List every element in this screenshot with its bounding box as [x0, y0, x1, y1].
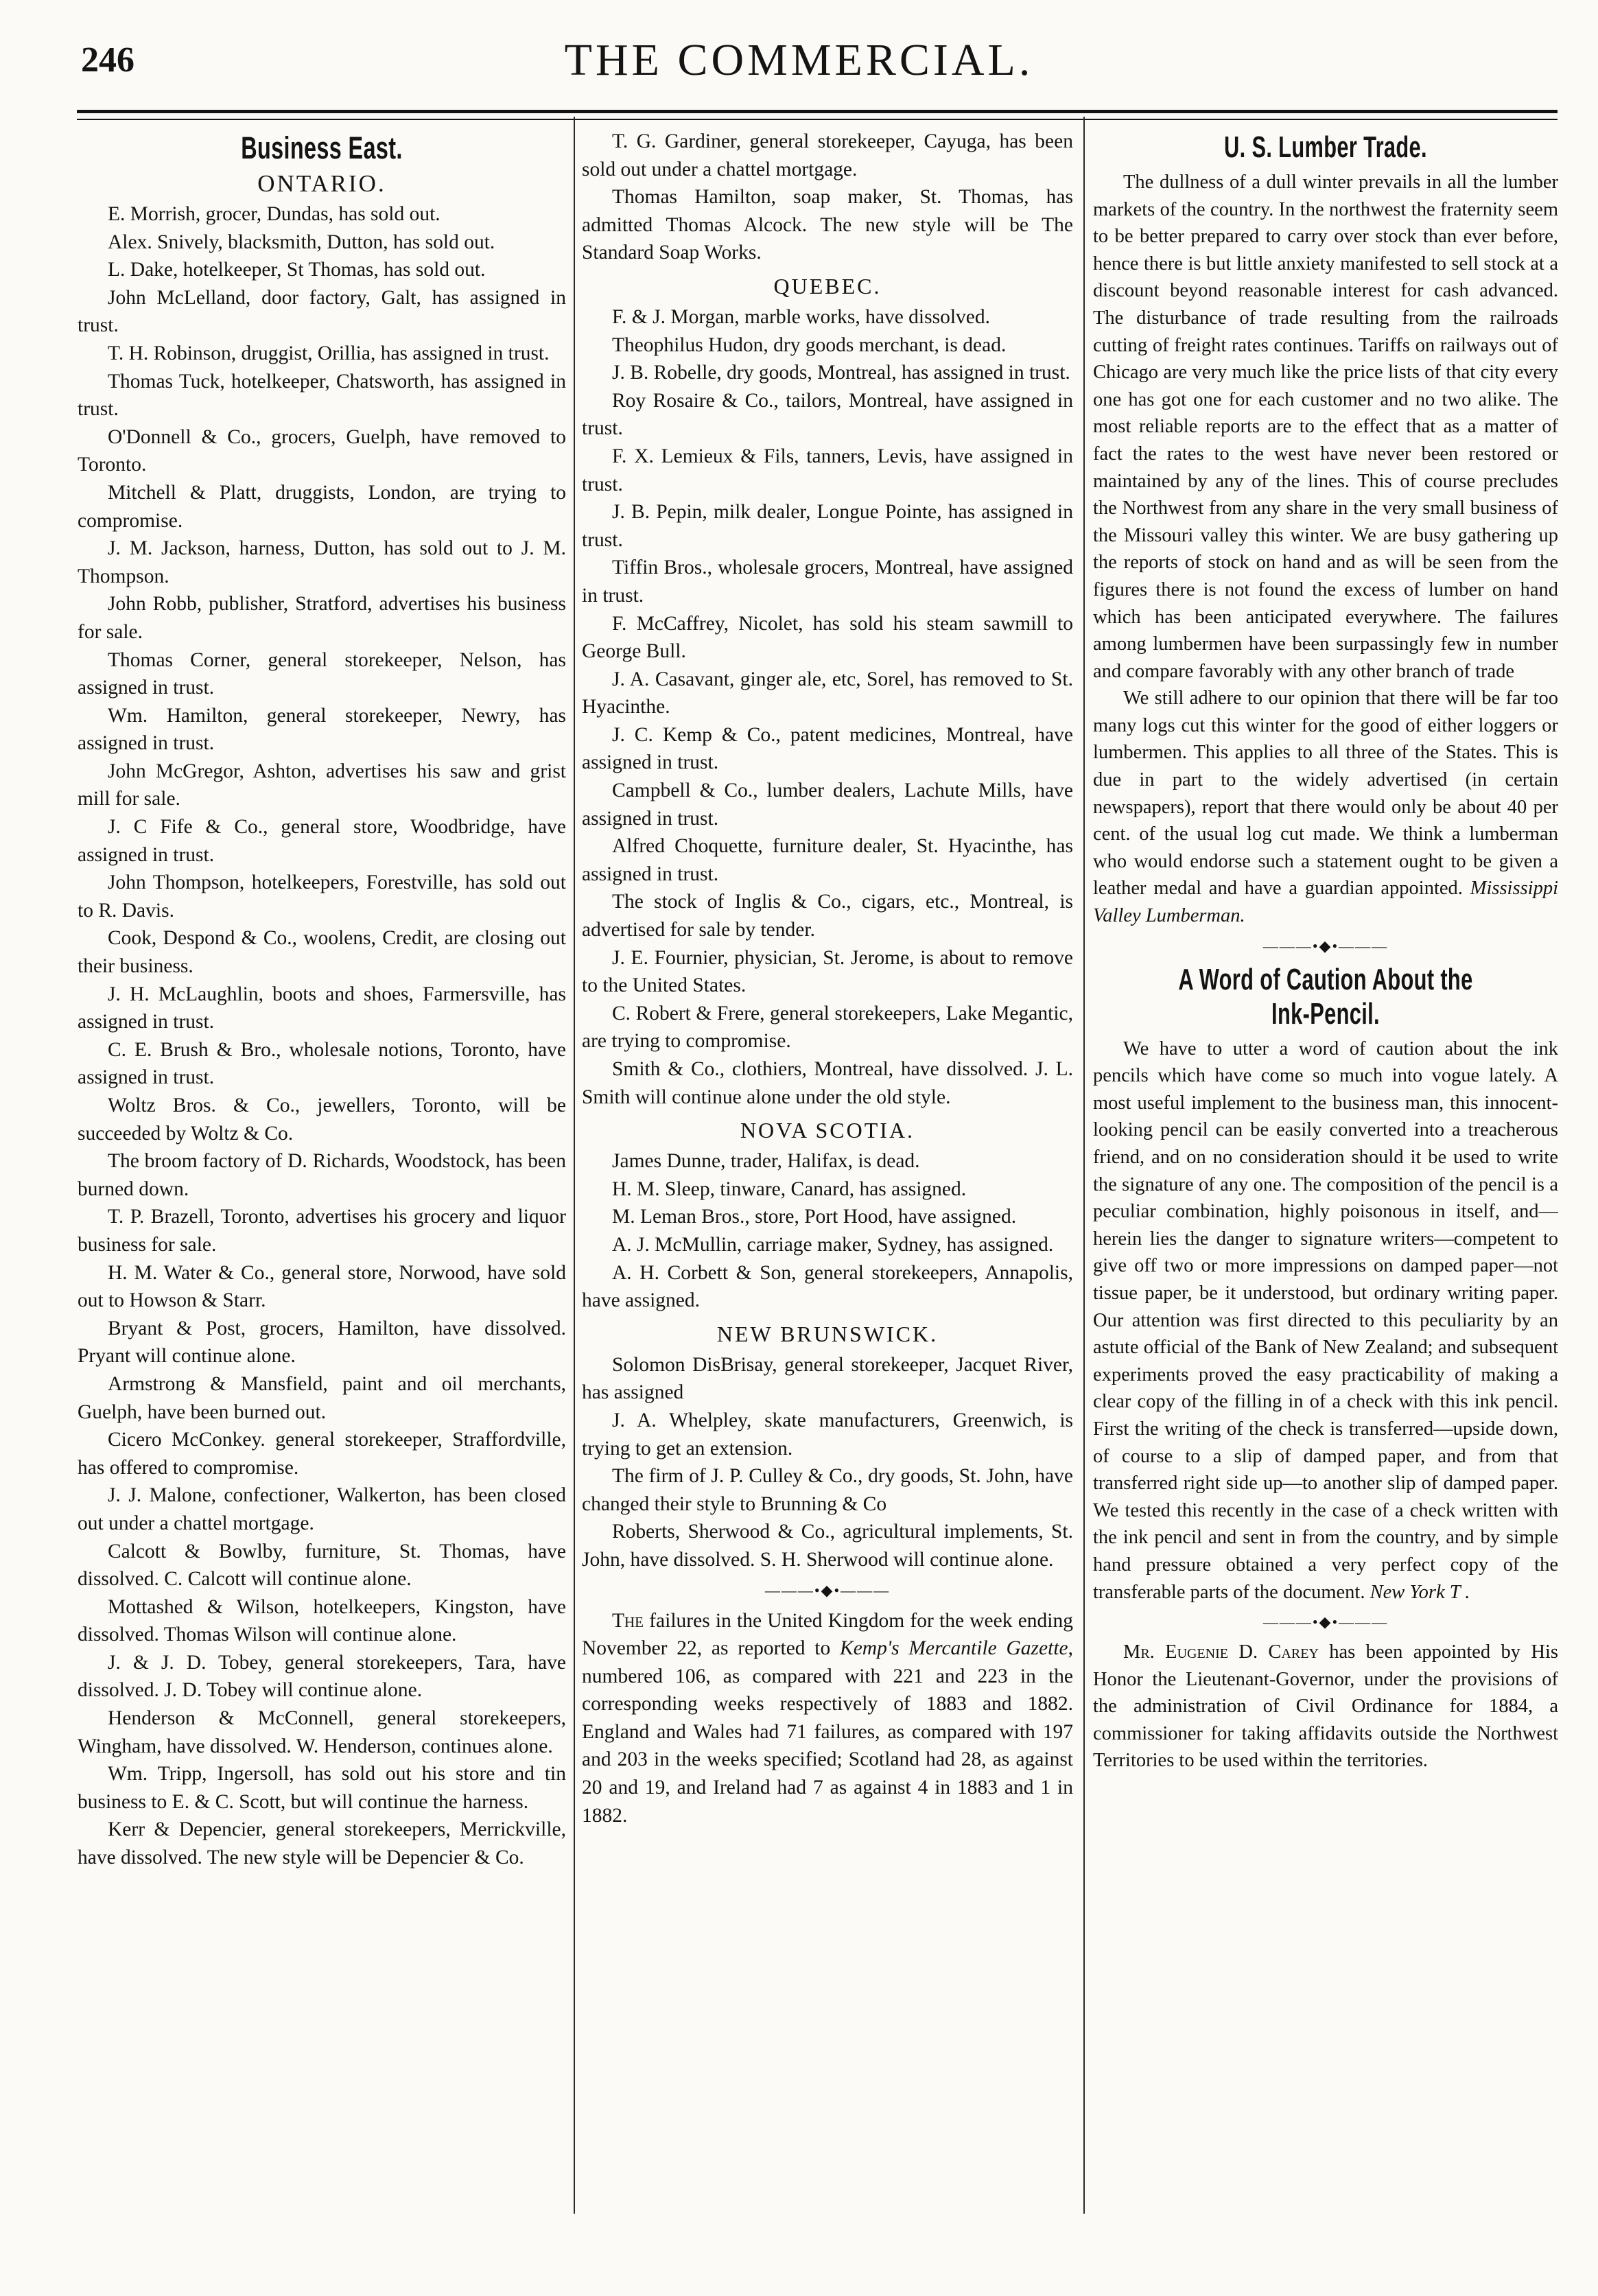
notice-paragraph: O'Donnell & Co., grocers, Guelph, have removed to Toronto. [78, 425, 566, 476]
separator-ornament: ———•◆•——— [1262, 937, 1389, 954]
notice-paragraph: John McLelland, door factory, Galt, has assigned in trust. [78, 286, 566, 337]
column-middle [582, 128, 1073, 2221]
notice-paragraph: Woltz Bros. & Co., jewellers, Toronto, will be succeeded by Woltz & Co. [78, 1094, 566, 1145]
quebec-notices [582, 303, 1073, 1111]
notice-paragraph: T. H. Robinson, druggist, Orillia, has assigned in trust. [108, 342, 550, 364]
notice-paragraph: C. E. Brush & Bro., wholesale notions, Toronto, have assigned in trust. [78, 1038, 566, 1089]
paragraph-text: has been appointed by His Honor the Lieutenant-Governor, under the provisions of the administration of Civil Ordinance for 1884, a commissioner for taking affidavits outside the Northwest Territories to be used within the territories. [1093, 1641, 1558, 1772]
notice-paragraph: J. M. Jackson, harness, Dutton, has sold out to J. M. Thompson. [78, 537, 566, 587]
notice-paragraph: J. H. McLaughlin, boots and shoes, Farmersville, has assigned in trust. [78, 983, 566, 1033]
province-heading: NOVA SCOTIA. [740, 1118, 915, 1143]
column-divider [574, 117, 575, 2214]
column-right [1093, 128, 1558, 2221]
notice-paragraph: The firm of J. P. Culley & Co., dry goods, St. John, have changed their style to Brunning & Co [582, 1465, 1073, 1515]
notice-paragraph: Armstrong & Mansfield, paint and oil merchants, Guelph, have been burned out. [78, 1372, 566, 1423]
lead-name: Mr. Eugenie D. Carey [1123, 1641, 1319, 1663]
notice-paragraph: Kerr & Depencier, general storekeepers, Merrickville, have dissolved. The new style will be Depencier & Co. [78, 1818, 566, 1869]
ontario-continued [582, 128, 1073, 267]
source-citation: New York T . [1370, 1581, 1470, 1603]
masthead-title: THE COMMERCIAL. [564, 35, 1034, 85]
notice-paragraph [1093, 1639, 1558, 1774]
notice-paragraph: J. E. Fournier, physician, St. Jerome, is about to remove to the United States. [582, 946, 1073, 997]
notice-paragraph: T. G. Gardiner, general storekeeper, Cayuga, has been sold out under a chattel mortgage. [582, 130, 1073, 180]
province-heading: QUEBEC. [773, 273, 882, 298]
paragraph-text: failures in the United Kingdom for the week ending November 22, as reported to [582, 1609, 1073, 1660]
notice-paragraph: Theophilus Hudon, dry goods merchant, is dead. [612, 333, 1007, 356]
notice-paragraph: Bryant & Post, grocers, Hamilton, have dissolved. Pryant will continue alone. [78, 1317, 566, 1368]
notice-paragraph: John Robb, publisher, Stratford, advertises his business for sale. [78, 593, 566, 643]
paragraph-text: We still adhere to our opinion that there will be far too many logs cut this winter for the good of either loggers or lumbermen. This applies to all three of the States. This is due in part to the widely advertised (in certain newspapers), report that there would only be about 40 per cent. of the usual log cut made. We think a lumberman who would endorse such a statement ought to be given a leather medal and have a guardian appointed. [1093, 688, 1558, 900]
article-paragraph: The dullness of a dull winter prevails in all the lumber markets of the country. In the northwest the fraternity seem to be better prepared to carry over stock than ever before, hence there is but little anxiety manifested to sell stock at a discount beyond reasonable interest for cash advanced. The disturbance of trade resulting from the railroads cutting of freight rates continues. Tariffs on railways out of Chicago are very much like the price lists of that city every one has got one for each customer and no two alike. The most reliable reports are to the effect that as a matter of fact the rates to the west have never been restored or maintained by any of the lines. This of course precludes the Northwest from any share in the very small business of the Missouri valley this winter. We are busy gathering up the reports of stock on hand and as will be seen from the figures there is not found the excess of lumber on hand which has been anticipated everywhere. The failures among lumbermen have been surpassingly few in number and compare favorably with any other branch of trade [1093, 172, 1558, 682]
notice-paragraph: E. Morrish, grocer, Dundas, has sold out. [108, 203, 440, 225]
nova-scotia-notices [582, 1147, 1073, 1315]
article-paragraph [1093, 1035, 1558, 1606]
province-heading: ONTARIO. [257, 170, 386, 197]
new-brunswick-notices [582, 1351, 1073, 1574]
notice-paragraph: Roy Rosaire & Co., tailors, Montreal, have assigned in trust. [582, 389, 1073, 440]
notice-paragraph: Wm. Tripp, Ingersoll, has sold out his store and tin business to E. & C. Scott, but will continue the harness. [78, 1763, 566, 1813]
article-paragraph [1093, 685, 1558, 929]
notice-paragraph: John Thompson, hotelkeepers, Forestville, has sold out to R. Davis. [78, 871, 566, 922]
notice-paragraph: A. H. Corbett & Son, general storekeepers, Annapolis, have assigned. [582, 1261, 1073, 1312]
notice-paragraph: C. Robert & Frere, general storekeepers, Lake Megantic, are trying to compromise. [582, 1002, 1073, 1053]
notice-paragraph: J. C. Kemp & Co., patent medicines, Montreal, have assigned in trust. [582, 723, 1073, 774]
notice-paragraph: Mitchell & Platt, druggists, London, are trying to compromise. [78, 481, 566, 532]
notice-paragraph: J. J. Malone, confectioner, Walkerton, has been closed out under a chattel mortgage. [78, 1484, 566, 1534]
notice-paragraph: Tiffin Bros., wholesale grocers, Montreal, have assigned in trust. [582, 557, 1073, 607]
notice-paragraph: Alfred Choquette, furniture dealer, St. Hyacinthe, has assigned in trust. [582, 835, 1073, 885]
header-rule-thick [77, 110, 1558, 113]
separator-ornament: ———•◆•——— [1262, 1613, 1389, 1631]
notice-paragraph: L. Dake, hotelkeeper, St Thomas, has sold out. [108, 259, 486, 281]
notice-paragraph: J. B. Robelle, dry goods, Montreal, has assigned in trust. [612, 362, 1070, 384]
column-divider [1083, 117, 1085, 2214]
notice-paragraph: H. M. Water & Co., general store, Norwood, have sold out to Howson & Starr. [78, 1261, 566, 1312]
paragraph-text: We have to utter a word of caution about the ink pencils which have come so much into vogue lately. A most useful implement to the business man, this innocent-looking pencil can be easily converted into a treacherous friend, and on no consideration should it be used to write the signature of any one. The composition of the pencil is a peculiar combination, highly poisonous in itself, and—herein lies the danger to signature writers—competent to give off two or more impressions on damped paper—not tissue paper, be it understood, but ordinary writing paper. Our attention was first directed to this peculiarity by an astute official of the Bank of New Zealand; and subsequent experiments proved the easy practicability of making a clear copy of the filling in of a check with this ink pencil. First the writing of the check is transferred—upside down, of course to a slip of damped paper, and from that transferred right side up—to another slip of damped paper. We tested this recently in the case of a check written with the ink pencil and sent in from the country, and by simple hand pressure obtained a very perfect copy of the transferable parts of the document. [1093, 1038, 1558, 1603]
notice-paragraph: F. & J. Morgan, marble works, have dissolved. [612, 305, 990, 328]
notice-paragraph: The broom factory of D. Richards, Woodstock, has been burned down. [78, 1150, 566, 1200]
notice-paragraph: Smith & Co., clothiers, Montreal, have dissolved. J. L. Smith will continue alone under the old style. [582, 1058, 1073, 1108]
notice-paragraph: Cook, Despond & Co., woolens, Credit, are closing out their business. [78, 927, 566, 978]
notice-paragraph: H. M. Sleep, tinware, Canard, has assigned. [612, 1178, 967, 1200]
section-heading: Business East. [241, 130, 403, 165]
notice-paragraph: Wm. Hamilton, general storekeeper, Newry, has assigned in trust. [78, 704, 566, 755]
article-heading: A Word of Caution About the Ink-Pencil. [1178, 962, 1473, 1031]
source-citation: Mississippi Valley Lumberman. [1093, 878, 1558, 927]
notice-paragraph: J. A. Casavant, ginger ale, etc, Sorel, has removed to St. Hyacinthe. [582, 668, 1073, 718]
notice-paragraph: J. A. Whelpley, skate manufacturers, Greenwich, is trying to get an extension. [582, 1409, 1073, 1460]
notice-paragraph: James Dunne, trader, Halifax, is dead. [612, 1150, 920, 1173]
notice-paragraph: Henderson & McConnell, general storekeepers, Wingham, have dissolved. W. Henderson, continues alone. [78, 1707, 566, 1757]
notice-paragraph: John McGregor, Ashton, advertises his saw and grist mill for sale. [78, 760, 566, 810]
separator-ornament: ———•◆•——— [764, 1581, 891, 1599]
notice-paragraph: J. & J. D. Tobey, general storekeepers, Tara, have dissolved. J. D. Tobey will continue alone. [78, 1651, 566, 1702]
notice-paragraph: Cicero McConkey. general storekeeper, Straffordville, has offered to compromise. [78, 1429, 566, 1479]
notice-paragraph: J. B. Pepin, milk dealer, Longue Pointe, has assigned in trust. [582, 501, 1073, 551]
notice-paragraph: F. McCaffrey, Nicolet, has sold his steam sawmill to George Bull. [582, 612, 1073, 663]
paragraph-text: , numbered 106, as compared with 221 and 223 in the corresponding weeks respectively of 1883 and 1882. England and Wales had 71 failures, as compared with 197 and 203 in the weeks specified; Scotland had 28, as against 20 and 19, and Ireland had 7 as against 4 in 1883 and 1 in 1882. [582, 1637, 1073, 1827]
notice-paragraph: Roberts, Sherwood & Co., agricultural implements, St. John, have dissolved. S. H. Sherwood will continue alone. [582, 1521, 1073, 1571]
notice-paragraph: J. C Fife & Co., general store, Woodbridge, have assigned in trust. [78, 816, 566, 866]
source-citation: Kemp's Mercantile Gazette [840, 1637, 1068, 1660]
notice-paragraph: Alex. Snively, blacksmith, Dutton, has sold out. [108, 231, 495, 253]
notice-paragraph: Campbell & Co., lumber dealers, Lachute Mills, have assigned in trust. [582, 780, 1073, 830]
notice-paragraph: A. J. McMullin, carriage maker, Sydney, has assigned. [612, 1233, 1054, 1256]
notice-paragraph: M. Leman Bros., store, Port Hood, have assigned. [612, 1206, 1017, 1228]
uk-failures-paragraph [582, 1607, 1073, 1830]
header-rule-thin [77, 119, 1558, 120]
page-number: 246 [81, 40, 134, 80]
notice-paragraph: Mottashed & Wilson, hotelkeepers, Kingston, have dissolved. Thomas Wilson will continue alone. [78, 1595, 566, 1646]
notice-paragraph: F. X. Lemieux & Fils, tanners, Levis, have assigned in trust. [582, 445, 1073, 495]
column-left [78, 128, 566, 2221]
notice-paragraph: Calcott & Bowlby, furniture, St. Thomas, have dissolved. C. Calcott will continue alone. [78, 1540, 566, 1591]
notice-paragraph: T. P. Brazell, Toronto, advertises his grocery and liquor business for sale. [78, 1206, 566, 1256]
ontario-notices [78, 200, 566, 1872]
notice-paragraph: Thomas Tuck, hotelkeeper, Chatsworth, has assigned in trust. [78, 370, 566, 421]
article-heading: U. S. Lumber Trade. [1224, 130, 1427, 164]
province-heading: NEW BRUNSWICK. [716, 1321, 939, 1346]
notice-paragraph: Solomon DisBrisay, general storekeeper, Jacquet River, has assigned [582, 1353, 1073, 1404]
notice-paragraph: Thomas Hamilton, soap maker, St. Thomas, has admitted Thomas Alcock. The new style will be The Standard Soap Works. [582, 186, 1073, 264]
notice-paragraph: The stock of Inglis & Co., cigars, etc., Montreal, is advertised for sale by tender. [582, 891, 1073, 941]
lead-word: The [612, 1609, 644, 1632]
notice-paragraph: Thomas Corner, general storekeeper, Nelson, has assigned in trust. [78, 648, 566, 699]
